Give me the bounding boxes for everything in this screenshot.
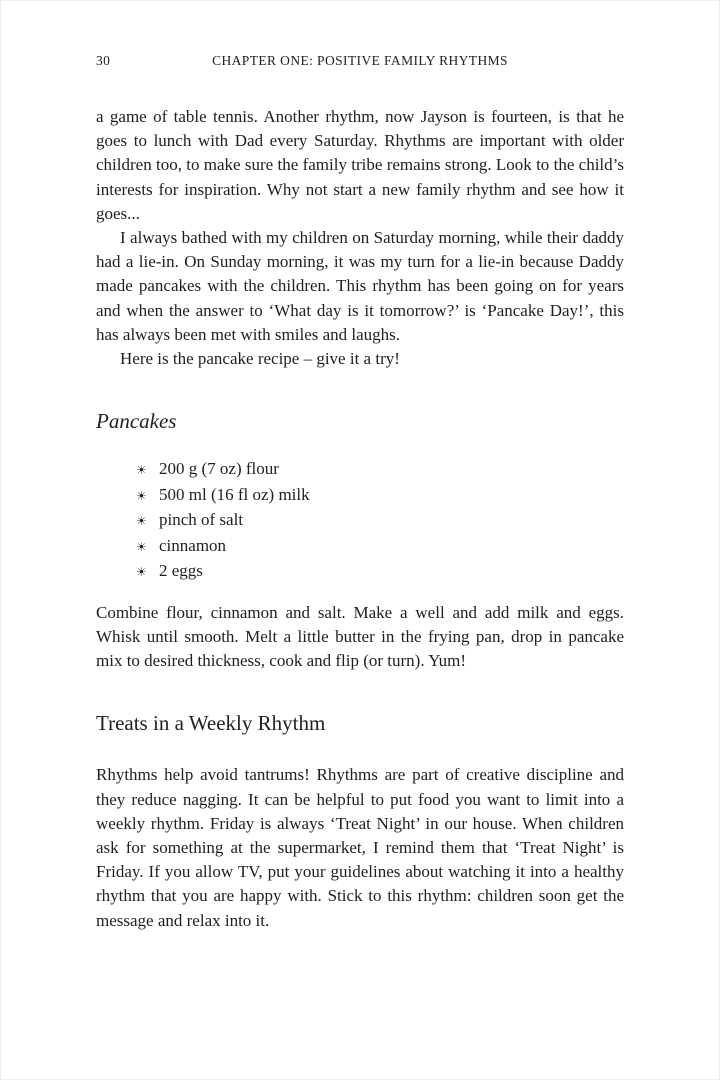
- paragraph-treat-night: Rhythms help avoid tantrums! Rhythms are part of creative discipline and they reduce nagging. It can be helpful to put food you want to limit into a weekly rhythm. Friday is always ‘Treat Night’ in our house. When children ask for something at the supermarket, I remind them that ‘Treat Night’ is Friday. If you allow TV, put your guidelines about watching it into a healthy rhythm that you are happy with. Stick to this rhythm: children soon get the message and relax into it.: [96, 765, 624, 930]
- ingredient-list: [96, 457, 624, 585]
- ingredient-item: [136, 534, 624, 560]
- ingredient-text: pinch of salt: [159, 510, 244, 530]
- paragraph-recipe-method: Combine flour, cinnamon and salt. Make a well and add milk and eggs. Whisk until smooth. Melt a little butter in the frying pan, drop in pancake mix to desired thickness, cook and flip (or turn). Yum!: [96, 602, 624, 671]
- section-heading-treats: Treats in a Weekly Rhythm: [96, 711, 326, 736]
- ingredient-text: 200 g (7 oz) flour: [159, 459, 279, 479]
- ingredient-text: cinnamon: [159, 535, 227, 555]
- ingredient-item: [136, 483, 624, 509]
- sun-bullet-icon: ☀: [136, 539, 147, 554]
- sun-bullet-icon: ☀: [136, 463, 147, 478]
- ingredient-item: [136, 508, 624, 534]
- sun-bullet-icon: ☀: [136, 565, 147, 580]
- recipe-heading: Pancakes: [96, 409, 177, 434]
- running-header-title: CHAPTER ONE: POSITIVE FAMILY RHYTHMS: [212, 53, 508, 68]
- ingredient-item: [136, 559, 624, 585]
- paragraph-recipe-intro: Here is the pancake recipe – give it a try!: [120, 349, 400, 369]
- ingredient-text: 2 eggs: [159, 561, 203, 581]
- sun-bullet-icon: ☀: [136, 514, 147, 529]
- ingredient-text: 500 ml (16 fl oz) milk: [159, 484, 310, 504]
- running-header-row: [96, 53, 624, 71]
- ingredient-item: [136, 457, 624, 483]
- page-content: [1, 1, 719, 933]
- paragraph-saturday-bath: I always bathed with my children on Saturday morning, while their daddy had a lie-in. On Sunday morning, it was my turn for a lie-in because Daddy made pancakes with the children. This rhythm has been going on for years and when the answer to ‘What day is it tomorrow?’ is ‘Pancake Day!’, this has always been met with smiles and laughs.: [96, 228, 624, 344]
- sun-bullet-icon: ☀: [136, 488, 147, 503]
- paragraph-table-tennis: a game of table tennis. Another rhythm, now Jayson is fourteen, is that he goes to lunch with Dad every Saturday. Rhythms are important with older children too, to make sure the family tribe remains strong. Look to the child’s interests for inspiration. Why not start a new family rhythm and see how it goes...: [96, 107, 624, 223]
- page-number: 30: [96, 53, 111, 68]
